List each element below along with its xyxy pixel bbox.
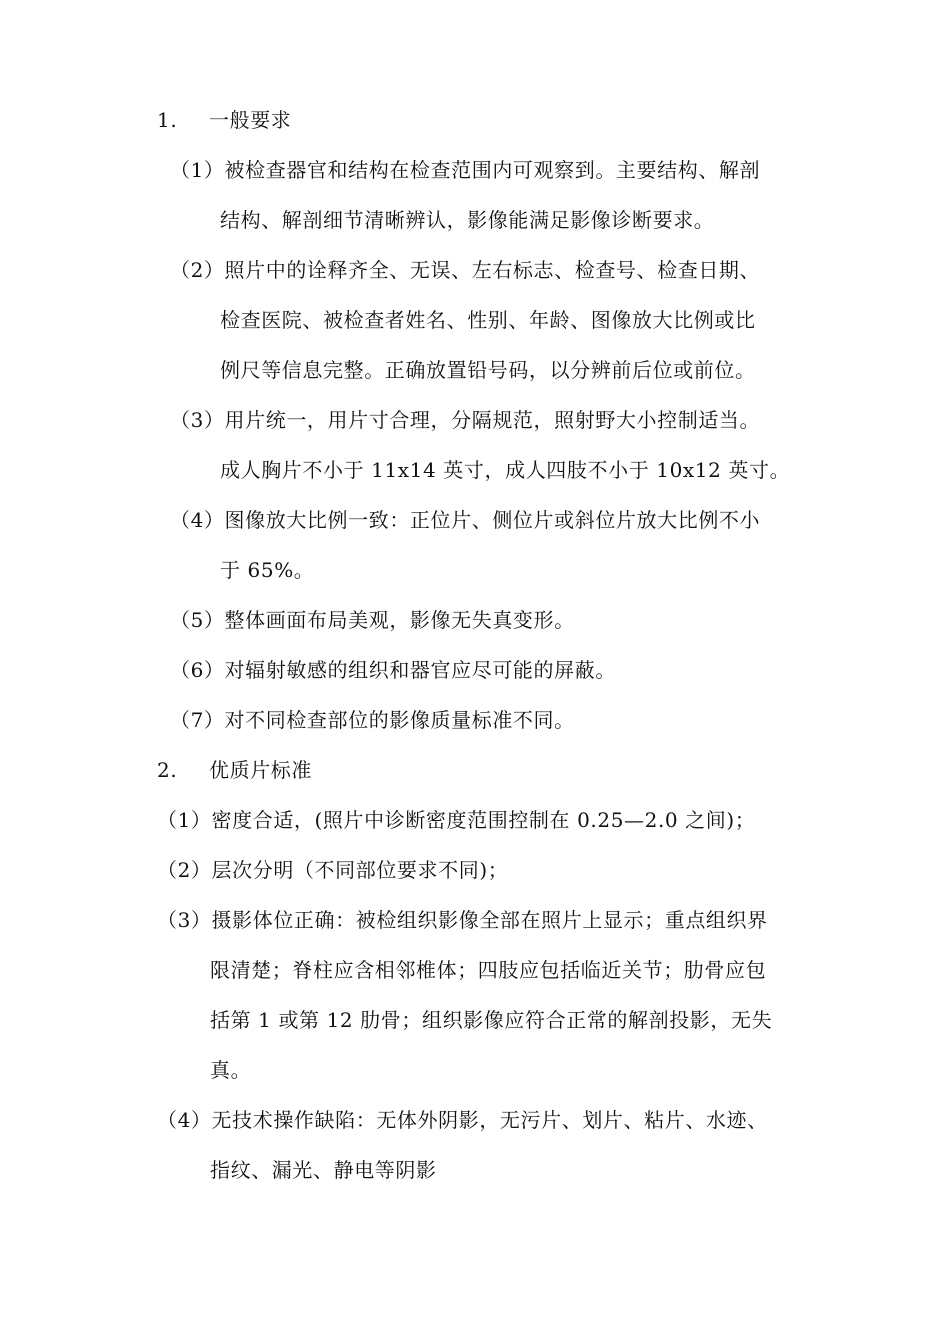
item-text: 密度合适，(照片中诊断密度范围控制在 0.25—2.0 之间)；: [211, 808, 756, 832]
item-continuation: 括第 1 或第 12 肋骨；组织影像应符合正常的解剖投影，无失: [210, 1008, 773, 1032]
item-marker: （4）: [170, 508, 225, 532]
item-continuation: 限清楚；脊柱应含相邻椎体；四肢应包括临近关节；肋骨应包: [210, 958, 767, 982]
list-item: [170, 256, 760, 284]
list-item: [170, 506, 760, 534]
section-title: 一般要求: [209, 108, 292, 132]
item-continuation: 检查医院、被检查者姓名、性别、年龄、图像放大比例或比: [220, 308, 756, 332]
item-marker: （2）: [170, 258, 225, 282]
list-item: [170, 406, 760, 434]
item-continuation: 指纹、漏光、静电等阴影: [210, 1158, 437, 1182]
item-marker: （4）: [157, 1108, 212, 1132]
list-item: [157, 906, 768, 934]
item-marker: （2）: [157, 858, 212, 882]
item-marker: （6）: [170, 658, 225, 682]
item-marker: （1）: [170, 158, 225, 182]
item-text: 照片中的诠释齐全、无误、左右标志、检查号、检查日期、: [224, 258, 761, 282]
section-heading-2: [157, 756, 312, 784]
section-number: 2.: [157, 758, 178, 782]
list-item: [157, 856, 508, 884]
section-heading-1: [157, 106, 291, 134]
item-marker: （7）: [170, 708, 225, 732]
item-continuation: 成人胸片不小于 11x14 英寸，成人四肢不小于 10x12 英寸。: [220, 458, 791, 482]
item-text: 用片统一，用片寸合理，分隔规范，照射野大小控制适当。: [224, 408, 761, 432]
item-marker: （5）: [170, 608, 225, 632]
item-text: 被检查器官和结构在检查范围内可观察到。主要结构、解剖: [224, 158, 761, 182]
section-title: 优质片标准: [209, 758, 312, 782]
item-marker: （3）: [157, 908, 212, 932]
item-text: 对不同检查部位的影像质量标准不同。: [224, 708, 575, 732]
item-text: 对辐射敏感的组织和器官应尽可能的屏蔽。: [224, 658, 616, 682]
item-text: 整体画面布局美观，影像无失真变形。: [224, 608, 575, 632]
item-text: 无技术操作缺陷：无体外阴影，无污片、划片、粘片、水迹、: [211, 1108, 768, 1132]
list-item: [157, 806, 755, 834]
list-item: [157, 1106, 768, 1134]
section-number: 1.: [157, 108, 178, 132]
item-marker: （1）: [157, 808, 212, 832]
item-text: 摄影体位正确：被检组织影像全部在照片上显示；重点组织界: [211, 908, 768, 932]
list-item: [170, 706, 575, 734]
list-item: [170, 606, 575, 634]
list-item: [170, 656, 616, 684]
item-text: 图像放大比例一致：正位片、侧位片或斜位片放大比例不小: [224, 508, 761, 532]
item-continuation: 例尺等信息完整。正确放置铅号码，以分辨前后位或前位。: [220, 358, 756, 382]
item-text: 层次分明（不同部位要求不同)；: [211, 858, 509, 882]
item-continuation: 结构、解剖细节清晰辨认，影像能满足影像诊断要求。: [220, 208, 715, 232]
list-item: [170, 156, 760, 184]
item-marker: （3）: [170, 408, 225, 432]
item-continuation: 于 65%。: [220, 558, 315, 582]
item-continuation: 真。: [210, 1058, 252, 1082]
